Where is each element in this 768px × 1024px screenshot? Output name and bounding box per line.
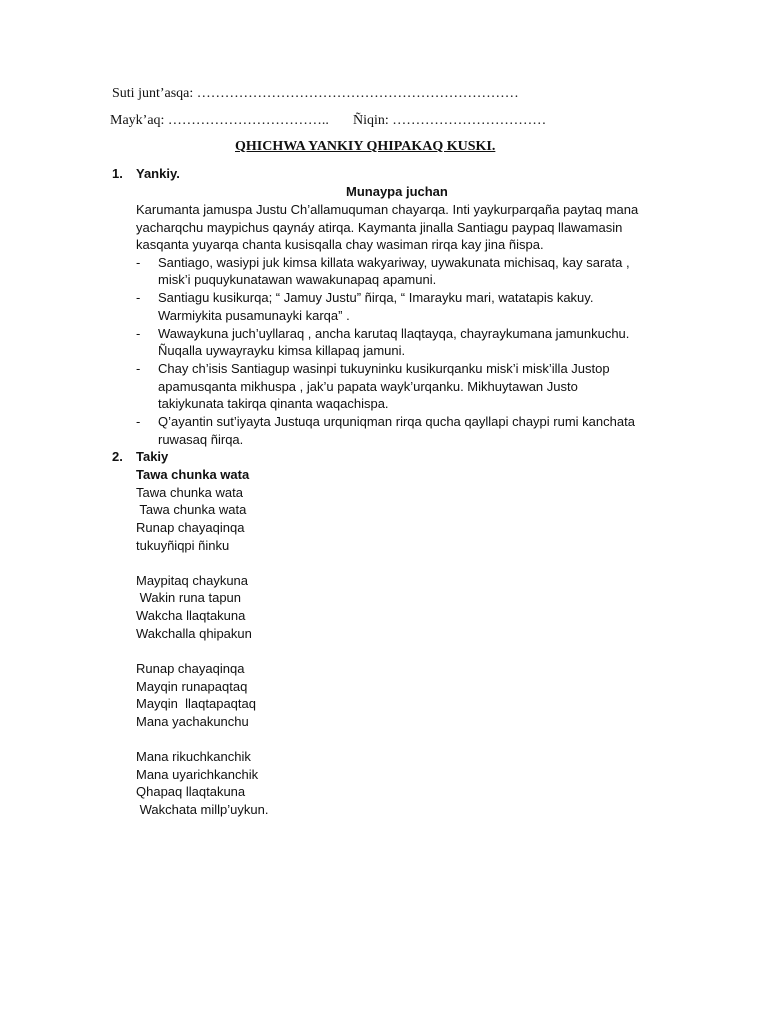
song-line: Runap chayaqinqa: [136, 520, 245, 535]
song-line: Wakchalla qhipakun: [136, 626, 252, 641]
bullet-line: Santiago, wasiypi juk kimsa killata wakyariway, uywakunata michisaq, kay sarata ,: [158, 255, 630, 270]
song-line: Mana rikuchkanchik: [136, 749, 251, 764]
bullet-dash: -: [136, 414, 141, 429]
bullet-line: Warmiykita pusamunayki karqa” .: [158, 308, 350, 323]
paragraph-line: kasqanta yuyarqa chanta kusisqalla chay wasiman rirqa kay jina ñispa.: [136, 237, 544, 252]
bullet-line: takiykunata takirqa qinanta waqachispa.: [158, 396, 389, 411]
song-line: Wakchata millp’uykun.: [136, 802, 269, 817]
song-line: Mana uyarichkanchik: [136, 767, 259, 782]
paragraph-line: yacharqchu maypichus qaynáy atirqa. Kaymanta jinalla Santiagu paypaq llawamasin: [136, 220, 623, 235]
date-field: Mayk’aq: ……………………………..: [110, 113, 329, 128]
bullet-line: Santiagu kusikurqa; “ Jamuy Justu” ñirqa, “ Imarayku mari, watatapis kakuy.: [158, 290, 594, 305]
story-title: Munaypa juchan: [346, 184, 448, 199]
student-name-field: Suti junt’asqa: ……………………………………………………………: [112, 86, 519, 101]
song-line: Tawa chunka wata: [136, 485, 243, 500]
level-field: Ñiqin: ……………………………: [353, 113, 547, 128]
bullet-line: misk’i puquykunatawan wawakunapaq apamuni.: [158, 272, 437, 287]
song-title: Tawa chunka wata: [136, 467, 250, 482]
bullet-line: Chay ch’isis Santiagup wasinpi tukuyninku kusikurqanku misk’i misk’illa Justop: [158, 361, 610, 376]
bullet-line: Ñuqalla uywayrayku kimsa killapaq jamuni.: [158, 343, 406, 358]
bullet-line: apamusqanta mikhuspa , jak’u papata wayk’urqanku. Mikhuytawan Justo: [158, 379, 578, 394]
bullet-dash: -: [136, 255, 141, 270]
bullet-dash: -: [136, 361, 141, 376]
bullet-dash: -: [136, 290, 141, 305]
bullet-line: Wawaykuna juch’uyllaraq , ancha karutaq llaqtayqa, chayraykumana jamunkuchu.: [158, 326, 630, 341]
song-line: Maypitaq chaykuna: [136, 573, 249, 588]
song-line: Wakcha llaqtakuna: [136, 608, 246, 623]
paragraph-line: Karumanta jamuspa Justu Ch’allamuquman chayarqa. Inti yaykurparqaña paytaq mana: [136, 202, 639, 217]
section-1-number: 1.: [112, 166, 123, 181]
section-2-number: 2.: [112, 449, 123, 464]
bullet-line: ruwasaq ñirqa.: [158, 432, 244, 447]
song-line: tukuyñiqpi ñinku: [136, 538, 230, 553]
song-line: Wakin runa tapun: [136, 590, 242, 605]
song-line: Runap chayaqinqa: [136, 661, 245, 676]
section-2-heading: Takiy: [136, 449, 169, 464]
song-line: Mana yachakunchu: [136, 714, 249, 729]
song-line: Tawa chunka wata: [136, 502, 247, 517]
bullet-dash: -: [136, 326, 141, 341]
bullet-line: Q’ayantin sut’iyayta Justuqa urquniqman rirqa qucha qayllapi chaypi rumi kanchata: [158, 414, 635, 429]
section-1-heading: Yankiy.: [136, 166, 180, 181]
song-line: Mayqin runapaqtaq: [136, 679, 248, 694]
song-line: Qhapaq llaqtakuna: [136, 784, 246, 799]
page-title: QHICHWA YANKIY QHIPAKAQ KUSKI.: [235, 139, 496, 154]
song-line: Mayqin llaqtapaqtaq: [136, 696, 256, 711]
